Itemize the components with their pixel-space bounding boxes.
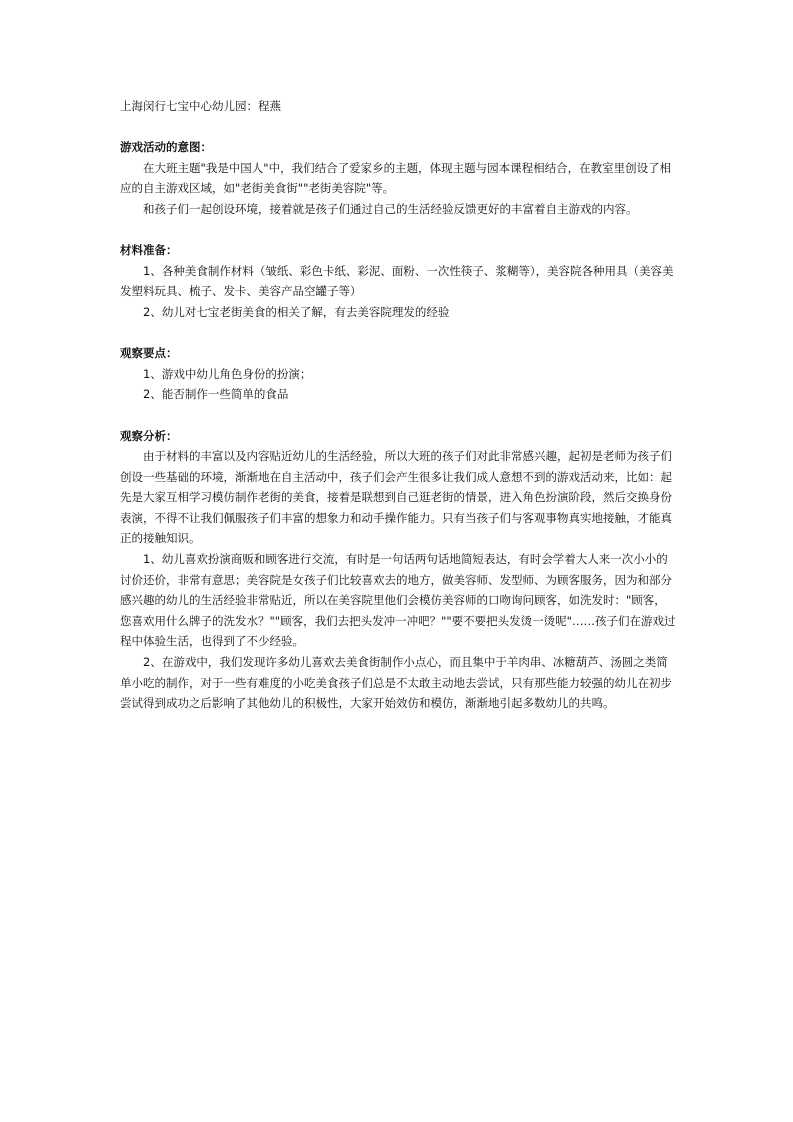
materials-item-2: 2、幼儿对七宝老街美食的相关了解，有去美容院理发的经验 [143, 304, 450, 319]
author-line: 上海闵行七宝中心幼儿园：程燕 [120, 99, 281, 113]
spacer [120, 405, 676, 426]
section-heading-observation-points: 观察要点： [120, 346, 178, 361]
section-heading-analysis: 观察分析： [120, 428, 178, 443]
spacer [120, 220, 676, 241]
document-body [120, 96, 676, 714]
materials-item-1: 1、各种美食制作材料（皱纸、彩色卡纸、彩泥、面粉、一次性筷子、浆糊等），美容院各种用具（美容美发塑料玩具、梳子、发卡、美容产品空罐子等） [120, 263, 674, 299]
spacer [120, 117, 676, 138]
intent-paragraph-1: 在大班主题"我是中国人"中，我们结合了爱家乡的主题，体现主题与园本课程相结合，在教室里创设了相应的自主游戏区域，如"老街美食街""老街美容院"等。 [120, 160, 672, 196]
observation-point-2: 2、能否制作一些简单的食品 [143, 387, 289, 402]
spacer [120, 323, 676, 344]
analysis-paragraph-3: 2、在游戏中，我们发现许多幼儿喜欢去美食街制作小点心，而且集中于羊肉串、冰糖葫芦、汤圆之类简单小吃的制作，对于一些有难度的小吃美食孩子们总是不太敢主动地去尝试，只有那些能力较强的幼儿在初步尝试得到成功之后影响了其他幼儿的积极性，大家开始效仿和模仿，渐渐地引起多数幼儿的共鸣。 [120, 655, 672, 711]
analysis-paragraph-1: 由于材料的丰富以及内容贴近幼儿的生活经验，所以大班的孩子们对此非常感兴趣，起初是老师为孩子们创设一些基础的环境，渐渐地在自主活动中，孩子们会产生很多让我们成人意想不到的游戏活动来，比如：起先是大家互相学习模仿制作老街的美食，接着是联想到自己逛老街的情景，进入角色扮演阶段，然后交换身份表演，不得不让我们佩服孩子们丰富的想象力和动手操作能力。只有当孩子们与客观事物真实地接触，才能真正的接触知识。 [120, 449, 672, 546]
section-heading-intent: 游戏活动的意图： [120, 140, 212, 155]
section-heading-materials: 材料准备： [120, 243, 178, 258]
analysis-paragraph-2: 1、幼儿喜欢扮演商贩和顾客进行交流，有时是一句话两句话地简短表达，有时会学着大人来一次小小的讨价还价，非常有意思；美容院是女孩子们比较喜欢去的地方，做美容师、发型师、为顾客服务，因为和部分感兴趣的幼儿的生活经验非常贴近，所以在美容院里他们会模仿美容师的口吻询问顾客，如洗发时："顾客，您喜欢用什么牌子的洗发水？""顾客，我们去把头发冲一冲吧？""要不要把头发烫一烫呢"……孩子们在游戏过程中体验生活，也得到了不少经验。 [120, 552, 676, 649]
observation-point-1: 1、游戏中幼儿角色身份的扮演； [143, 366, 312, 381]
intent-paragraph-2: 和孩子们一起创设环境，接着就是孩子们通过自己的生活经验反馈更好的丰富着自主游戏的内容。 [143, 201, 638, 216]
